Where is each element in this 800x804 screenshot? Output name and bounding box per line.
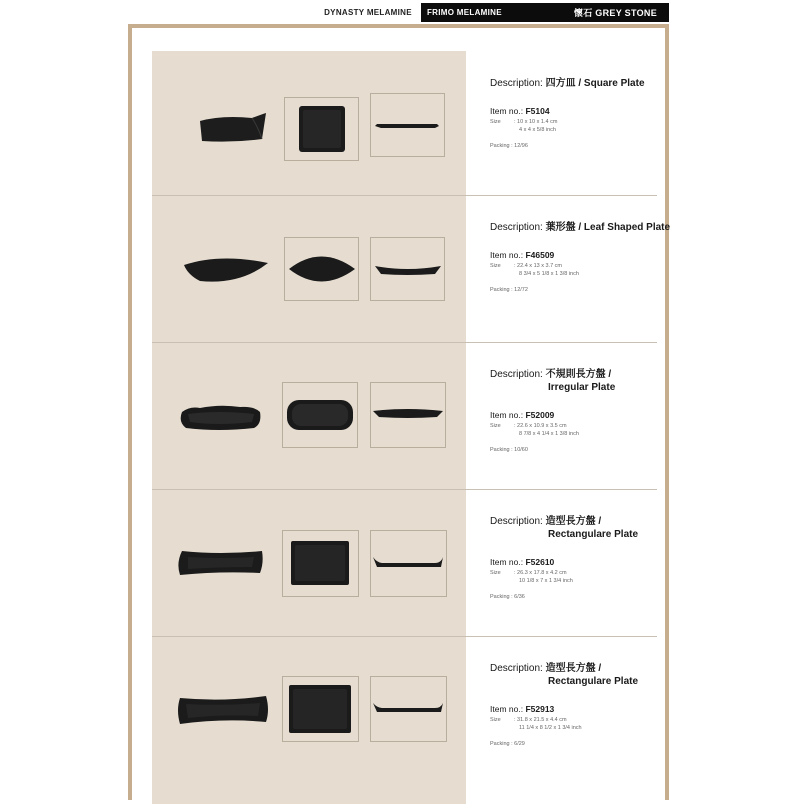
- tab-grey-stone-label: 懷石 GREY STONE: [573, 8, 657, 18]
- packing-label: Packing :: [490, 741, 513, 747]
- product-photo-top: [284, 237, 359, 301]
- description-text: 四方皿 / Square Plate: [545, 78, 645, 89]
- packing-spec: [490, 286, 680, 294]
- packing-value: 12/72: [514, 287, 528, 293]
- item-value: F5104: [525, 106, 550, 116]
- product-photo-angle: [180, 251, 272, 291]
- product-photo-top: [284, 97, 359, 161]
- description-text-continued: Rectangulare Plate: [548, 676, 639, 687]
- product-info: [490, 77, 680, 150]
- packing-spec: [490, 740, 680, 748]
- packing-label: Packing :: [490, 287, 513, 293]
- product-photo-side: [370, 530, 447, 597]
- description-text-continued: Irregular Plate: [548, 382, 616, 393]
- item-label: Item no.:: [490, 106, 524, 116]
- product-description: [490, 515, 680, 541]
- packing-value: 6/29: [514, 741, 525, 747]
- size-cm: : 26.3 x 17.8 x 4.2 cm: [514, 570, 567, 576]
- size-spec: [490, 422, 680, 438]
- item-number: [490, 557, 680, 567]
- product-photo-side: [370, 676, 447, 742]
- item-label: Item no.:: [490, 704, 524, 714]
- item-value: F46509: [525, 250, 555, 260]
- product-row: [152, 636, 657, 783]
- product-photo-side: [370, 237, 445, 301]
- size-inch: 8 3/4 x 5 1/8 x 1 3/8 inch: [519, 271, 579, 277]
- packing-value: 12/96: [514, 143, 528, 149]
- description-label: Description:: [490, 78, 543, 89]
- product-info: [490, 221, 680, 294]
- item-label: Item no.:: [490, 410, 524, 420]
- description-text-continued: Rectangulare Plate: [548, 529, 639, 540]
- size-label: Size: [490, 717, 501, 723]
- size-inch: 10 1/8 x 7 x 1 3/4 inch: [519, 578, 573, 584]
- size-spec: [490, 716, 680, 732]
- size-cm: : 22.4 x 13 x 3.7 cm: [514, 263, 562, 269]
- item-number: [490, 106, 680, 116]
- product-photo-top: [282, 530, 359, 597]
- product-photo-side: [370, 93, 445, 157]
- item-label: Item no.:: [490, 557, 524, 567]
- size-cm: : 31.8 x 21.5 x 4.4 cm: [514, 717, 567, 723]
- size-inch: 11 1/4 x 8 1/2 x 1 3/4 inch: [519, 725, 582, 731]
- packing-spec: [490, 142, 680, 150]
- item-number: [490, 410, 680, 420]
- packing-label: Packing :: [490, 447, 513, 453]
- item-number: [490, 704, 680, 714]
- product-photo-angle: [192, 109, 272, 149]
- description-label: Description:: [490, 369, 543, 380]
- item-number: [490, 250, 680, 260]
- tab-frimo-melamine[interactable]: FRIMO MELAMINE: [421, 3, 554, 22]
- description-text: 葉形盤 / Leaf Shaped Plate: [545, 222, 671, 233]
- tab-grey-stone[interactable]: [554, 3, 669, 22]
- description-label: Description:: [490, 663, 543, 674]
- tab-dynasty-melamine[interactable]: DYNASTY MELAMINE: [315, 3, 421, 22]
- description-label: Description:: [490, 516, 543, 527]
- size-inch: 8 7/8 x 4 1/4 x 1 3/8 inch: [519, 431, 579, 437]
- product-photo-top: [282, 382, 358, 448]
- description-text: 不規則長方盤 /: [545, 369, 612, 380]
- product-photo-angle: [174, 690, 272, 730]
- product-photo-top: [282, 676, 359, 742]
- size-label: Size: [490, 423, 501, 429]
- item-value: F52009: [525, 410, 555, 420]
- product-description: [490, 77, 680, 90]
- product-info: [490, 515, 680, 601]
- item-label: Item no.:: [490, 250, 524, 260]
- size-label: Size: [490, 263, 501, 269]
- product-photo-side: [370, 382, 446, 448]
- size-inch: 4 x 4 x 5/8 inch: [519, 127, 556, 133]
- product-photo-angle: [174, 545, 268, 585]
- description-label: Description:: [490, 222, 543, 233]
- item-value: F52610: [525, 557, 555, 567]
- size-label: Size: [490, 119, 501, 125]
- packing-spec: [490, 446, 680, 454]
- item-value: F52913: [525, 704, 555, 714]
- description-text: 造型長方盤 /: [545, 516, 602, 527]
- product-row: [152, 51, 657, 198]
- product-row: [152, 342, 657, 489]
- description-text: 造型長方盤 /: [545, 663, 602, 674]
- size-label: Size: [490, 570, 501, 576]
- product-row: [152, 195, 671, 342]
- packing-label: Packing :: [490, 143, 513, 149]
- product-photo-angle: [176, 398, 262, 438]
- product-description: [490, 221, 680, 234]
- packing-value: 10/60: [514, 447, 528, 453]
- size-cm: : 22.6 x 10.9 x 3.5 cm: [514, 423, 567, 429]
- product-info: [490, 662, 680, 748]
- packing-value: 6/36: [514, 594, 525, 600]
- catalog-frame: [128, 24, 669, 800]
- packing-spec: [490, 593, 680, 601]
- product-description: [490, 368, 680, 394]
- product-info: [490, 368, 680, 454]
- packing-label: Packing :: [490, 594, 513, 600]
- size-spec: [490, 118, 680, 134]
- product-row: [152, 489, 657, 636]
- size-spec: [490, 569, 680, 585]
- top-nav: [315, 3, 669, 22]
- size-spec: [490, 262, 680, 278]
- product-description: [490, 662, 680, 688]
- size-cm: : 10 x 10 x 1.4 cm: [514, 119, 558, 125]
